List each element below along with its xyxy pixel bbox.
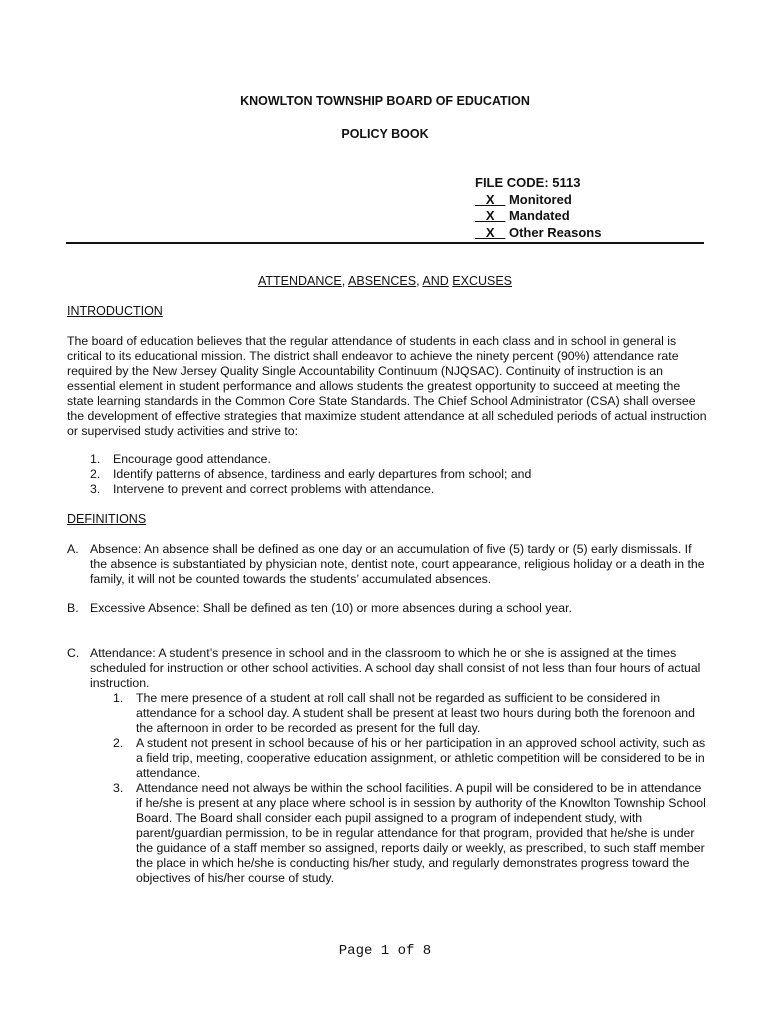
- subject-separator: ,: [341, 274, 349, 288]
- policy-subject: [0, 274, 770, 288]
- sub-item-number: 3.: [113, 781, 124, 795]
- file-code-block: [475, 175, 601, 241]
- subject-word: EXCUSES: [452, 274, 513, 288]
- file-code-item: [475, 225, 601, 242]
- definitions-heading: DEFINITIONS: [67, 512, 147, 526]
- board-title: KNOWLTON TOWNSHIP BOARD OF EDUCATION: [240, 94, 530, 108]
- definition-letter: B.: [67, 601, 79, 615]
- subject-word: AND: [422, 274, 449, 288]
- sub-item-number: 1.: [113, 691, 124, 705]
- introduction-heading: INTRODUCTION: [67, 304, 163, 318]
- check-mark: X: [475, 191, 506, 207]
- sub-item: [113, 736, 707, 781]
- definition-text: Attendance: A student’s presence in school and in the classroom to which he or she is assigned at the times scheduled for instruction or other school activities. A school day shall consist of not less than four hours of actual instruction.: [90, 646, 701, 690]
- list-item: [90, 467, 531, 482]
- sub-item-text: A student not present in school because of his or her participation in an approved school activity, such as a field trip, meeting, cooperative education assignment, or athletic competition will be considered to be in attendance.: [136, 736, 706, 780]
- definition-letter: A.: [67, 542, 79, 556]
- definition-letter: C.: [67, 646, 80, 660]
- list-item-number: 3.: [90, 482, 101, 496]
- subject-word: ATTENDANCE: [257, 274, 342, 288]
- file-code-item: [475, 208, 601, 225]
- definition-text: Excessive Absence: Shall be defined as ten (10) or more absences during a school year.: [90, 601, 572, 615]
- list-item-number: 1.: [90, 452, 101, 466]
- definition-excessive-absence: [67, 601, 707, 616]
- list-item: [90, 482, 531, 497]
- subject-word: ABSENCES: [348, 274, 417, 288]
- subject-separator: ,: [416, 274, 423, 288]
- sub-item-text: The mere presence of a student at roll call shall not be regarded as sufficient to be considered in attendance for a school day. A student shall be present at least two hours during both the forenoon and the afternoon in order to be recorded as present for the full day.: [136, 691, 695, 735]
- list-item-number: 2.: [90, 467, 101, 481]
- file-code-item: [475, 192, 601, 209]
- definition-text: Absence: An absence shall be defined as one day or an accumulation of five (5) tardy or (5) early dismissals. If the absence is substantiated by physician note, dentist note, court appearance, religious holiday or a death in the family, it will not be counted towards the students’ accumulated absences.: [90, 542, 705, 586]
- goals-list: [90, 452, 531, 497]
- check-mark: X: [475, 208, 506, 223]
- sub-item: [113, 781, 707, 886]
- definition-attendance: [67, 646, 707, 886]
- list-item: [90, 452, 531, 467]
- policy-book-title: POLICY BOOK: [341, 127, 429, 141]
- list-item-text: Encourage good attendance.: [113, 452, 271, 466]
- sub-item-number: 2.: [113, 736, 124, 750]
- header-divider: [66, 242, 704, 244]
- definition-body: [90, 646, 707, 886]
- introduction-paragraph: The board of education believes that the regular attendance of students in each class and in school in general is critical to its educational mission. The district shall endeavor to achieve the ninety percent (90%) attendance rate required by the New Jersey Quality Single Accountability Continuum (NJQSAC). Continuity of instruction is an essential element in student performance and allows students the greatest opportunity to succeed at meeting the state learning standards in the Common Core State Standards. The Chief School Administrator (CSA) shall oversee the development of effective strategies that maximize student attendance at all scheduled periods of actual instruction or supervised study activities and strive to:: [67, 334, 707, 438]
- list-item-text: Identify patterns of absence, tardiness and early departures from school; and: [113, 467, 532, 481]
- page-number: Page 1 of 8: [338, 943, 432, 959]
- list-item-text: Intervene to prevent and correct problems with attendance.: [113, 482, 435, 496]
- file-code-item-label: Other Reasons: [508, 224, 602, 240]
- file-code-item-label: Monitored: [508, 191, 572, 207]
- file-code-label: FILE CODE: 5113: [475, 175, 581, 190]
- sub-item: [113, 691, 707, 736]
- definition-absence: [67, 542, 707, 587]
- sub-item-text: Attendance need not always be within the school facilities. A pupil will be considered to be in attendance if he/she is present at any place where school is in session by authority of the Knowlton Township School Board. The Board shall consider each pupil assigned to a program of independent study, with parent/guardian permission, to be in regular attendance for that program, provided that he/she is under the guidance of a staff member so assigned, reports daily or weekly, as prescribed, to such staff member the place in which he/she is conducting his/her study, and regularly demonstrates progress toward the objectives of his/her course of study.: [136, 781, 706, 885]
- file-code-item-label: Mandated: [508, 208, 570, 223]
- check-mark: X: [475, 224, 506, 240]
